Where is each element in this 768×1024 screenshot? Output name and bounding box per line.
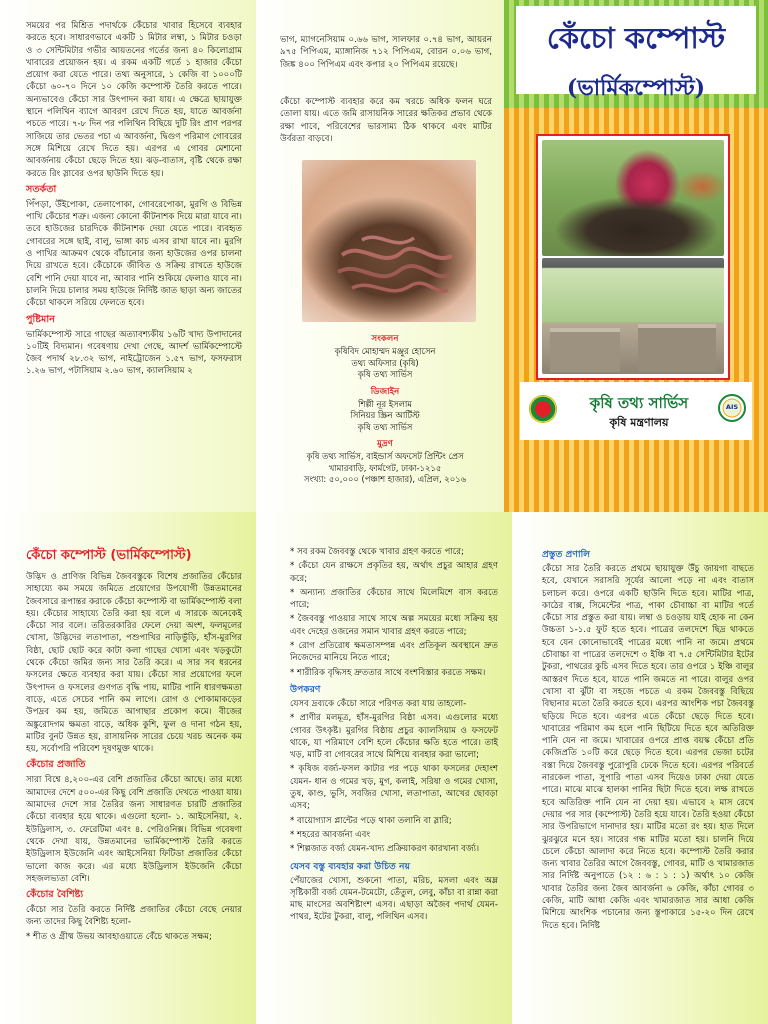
ais-logo-text: AIS (725, 403, 739, 411)
bangladesh-emblem-icon (528, 394, 558, 424)
heading-avoid: যেসব বস্তু ব্যবহার করা উচিত নয় (290, 860, 411, 872)
feature-bullet-2: * সব রকম জৈববস্তু থেকে খাবার গ্রহণ করতে পারে; (290, 547, 464, 557)
heading-compile: সংকলন (371, 334, 399, 344)
paragraph-intro: উদ্ভিদ ও প্রাণিজ বিভিন্ন জৈববস্তুকে বিশেষ প্রজাতির কেঁচোর সাহায্যে কম সময়ে জমিতে প্রয়োগের উপযোগী উন্নতমানের জৈবসারে রূপান্তর করাকে কেঁচো কম্পোস্ট বা ভার্মিকম্পোস্ট বলা হয়। কেঁচোর সাহায্যে তৈরি করা হয় বলে এ সারকে অনেকেই কেঁচো সার বলে। তরিতরকারির ফেলে দেয়া অংশ, ফলমূলের খোসা, উদ্ভিদের লতাপাতা, পশুপাখির নাড়িভুঁড়ি, হাঁস-মুরগির বিষ্ঠা, ছোট ছোট করে কাটা কলা গাছের খোসা এবং খড়কুটো থেকে কেঁচো জমির জন্য সার তৈরি করে। এ সার সব ধরনের ফসলের ক্ষেতে ব্যবহার করা যায়। কেঁচো সার প্রয়োগের ফলে উৎপাদন ও ফসলের গুণগত বৃদ্ধি পায়, মাটির পানি ধারণক্ষমতা বাড়ে, এতে সেচের পানি কম লাগে। রোগ ও পোকামাকড়ের উপদ্রব কম হয়, জমিতে আগাছার প্রকোপ কমে। বীজের অঙ্কুরোদগম ক্ষমতা বাড়ে, অধিক কুশি, ফুল ও দানা গঠন হয়, মাটির বুনট উন্নত হয়, রাসায়নিক সারের চেয়ে খরচ অনেক কম হয়, সর্বোপরি পরিবেশ দূষণমুক্ত থাকে। (26, 572, 242, 755)
woman-compost-pot-photo (542, 140, 724, 256)
ministry-name: কৃষি মন্ত্রণালয় (609, 416, 669, 429)
earthworm-hand-photo (302, 160, 476, 322)
heading-materials: উপকরণ (290, 683, 321, 695)
heading-vermicompost: কেঁচো কম্পোস্ট (ভার্মিকম্পোস্ট) (26, 548, 192, 563)
feature-bullet-1: * শীত ও গ্রীষ্ম উভয় আবহাওয়াতে বেঁচে থাকতে সক্ষম; (26, 931, 212, 942)
feature-bullet-6: * রোগ প্রতিরোধ ক্ষমতাসম্পন্ন এবং প্রতিকূল অবস্থানে দ্রুত নিজেদের মানিয়ে নিতে পারে; (290, 641, 498, 664)
heading-preparation: প্রস্তুত প্রণালি (542, 549, 591, 560)
panel-top-left (0, 0, 256, 512)
feature-bullet-7: * শারীরিক বৃদ্ধিসহ দ্রুততার সাথে বংশবিস্তার করতে সক্ষম। (290, 667, 486, 678)
material-bullet-1: * প্রাণীর মলমূত্র, হাঁস-মুরগির বিষ্ঠা এসব। এগুলোর মধ্যে গোবর উৎকৃষ্ট। মুরগির বিষ্ঠায় প্রচুর ক্যালসিয়াম ও ফসফেট থাকে, যা পরিমাণে বেশি হলে কেঁচোর ক্ষতি হতে পারে। তাই খড়, মাটি বা গোবরের সাথে মিশিয়ে ব্যবহার করা ভালো; (290, 713, 498, 761)
material-bullet-3: * বায়োগ্যাস প্লান্টের পড়ে থাকা তলানি বা স্লারি; (290, 815, 452, 826)
heading-nutrition: পুষ্টিমান (26, 313, 55, 325)
material-bullet-5: * শিল্পজাত বর্জ্য যেমন-খাদ্য প্রক্রিয়াকরণ কারখানা বর্জ্য। (290, 844, 480, 855)
paragraph-nutrition-cont: ভাগ, ম্যাগনেসিয়াম ০.৬৬ ভাগ, সালফার ০.৭৪ ভাগ, আয়রন ৯৭৫ পিপিএম, ম্যাঙ্গানিজ ৭১২ পিপিএম, বোরন ০.০৬ ভাগ, জিঙ্ক ৪০০ পিপিএম এবং কপার ২০ পিপিএম রয়েছে। (280, 35, 492, 70)
panel-top-middle (256, 0, 504, 512)
credit-design-2: সিনিয়র স্ক্রিন আর্টিস্ট (350, 410, 420, 420)
heading-print: মুদ্রণ (377, 439, 393, 449)
cover-panel (504, 0, 768, 512)
tank-1 (550, 328, 620, 372)
paragraph-nutrition: ভার্মিকম্পোস্ট সারে গাছের অত্যাবশ্যকীয় ১৬টি খাদ্য উপাদানের ১০টিই বিদ্যমান। গবেষণায় দেখা গেছে, আদর্শ ভার্মিকম্পোস্টে জৈব পদার্থ ২৮.৩২ ভাগ, নাইট্রোজেন ১.৫৭ ভাগ, ফসফরাস ১.২৬ ভাগ, পটাসিয়াম ২.৬০ ভাগ, ক্যালসিয়াম ২ (26, 329, 242, 377)
feature-bullet-4: * অন্যান্য প্রজাতির কেঁচোর সাথে মিলেমিশে বাস করতে পারে; (290, 587, 498, 611)
org-box (520, 382, 752, 440)
panel-bottom-middle (256, 512, 512, 1024)
heading-species: কেঁচোর প্রজাতি (26, 759, 86, 771)
paragraph-caution: পিঁপড়া, উঁইপোকা, তেলাপোকা, গোবরেপোকা, মুরগি ও বিভিন্ন পাখি কেঁচোর শত্রু। এজন্য কোনো কীটনাশক দিয়ে মারা যাবে না। তবে হাউজের চারদিকে কীটনাশক দেয়া যেতে পারে। ব্যবহৃত গোবরের সঙ্গে ছাই, বালু, ভাঙ্গা কাচ এসব রাখা যাবে না। মুরগি ও পাখির আক্রমণ থেকে বাঁচানোর জন্য হাউজের ওপর চালনা দিয়ে রাখতে হবে। কেঁচোকে জীবিত ও সক্রিয় রাখতে হাউজে বেশি পানি দেয়া যাবে না, আবার পানি শুকিয়ে ফেলাও যাবে না। চালনি দিয়ে চালার সময় হাউজে নির্দিষ্ট জাত ছাড়া অন্য জাতের কেঁচো থাকলে সরিয়ে ফেলতে হবে। (26, 199, 242, 309)
compost-shed-tanks-photo (542, 258, 724, 374)
heading-caution: সতর্কতা (26, 183, 57, 195)
paragraph-materials: যেসব দ্রব্যকে কেঁচো সারে পরিণত করা যায় তাহলো- (290, 698, 467, 709)
material-bullet-2: * কৃষিজ বর্জ্য-ফসল কাটার পর পড়ে থাকা ফসলের দেহাংশ যেমন- ধান ও গমের খড়, মুগ, কলাই, সরিষা ও গমের খোসা, তুষ, কাণ্ড, ভুসি, সবজির খোসা, লতাপাতা, আখের ছোবড়া এসব; (290, 764, 498, 812)
credit-print-2: খামারবাড়ি, ফার্মগেট, ঢাকা-১২১৫ (328, 462, 442, 473)
credit-compile-2: তথ্য অফিসার (কৃষি) (351, 357, 419, 368)
cover-title-box (516, 6, 756, 101)
paragraph-features: কেঁচো সার তৈরি করতে নির্দিষ্ট প্রজাতির কেঁচো বেছে নেয়ার জন্য তাদের কিছু বৈশিষ্ট্য হলো- (26, 905, 242, 928)
paragraph-preparation: কেঁচো সার তৈরি করতে প্রথমে ছায়াযুক্ত উঁচু জায়গা বাছতে হবে, যেখানে সরাসরি সূর্যের আলো পড়ে না এবং বাতাস চলাচল করে। ওপরে একটি ছাউনি দিতে হবে। মাটির পাত্র, কাঠের বাক্স, সিমেন্টের পাত্র, পাকা চৌবাচ্চা বা মাটির গর্তে কেঁচো সার প্রস্তুত করা যায়। লম্বা ও চওড়ায় যাই হোক না কেন উচ্চতা ১-১.৫ ফুট হতে হবে। পাত্রের তলদেশে ছিদ্র থাকতে হবে যেন কোনোভাবেই পাত্রের মধ্যে পানি না জমে। প্রথমে চৌবাচ্চা বা পাত্রের তলদেশে ৩ ইঞ্চি বা ৭.৫ সেন্টিমিটার ইটের টুকরা, পাথরের কুচি এসব দিতে হবে। তার ওপরে ১ ইঞ্চি বালুর আস্তরণ দিতে হবে, যাতে পানি জমতে না পারে। বালুর ওপর খোসা বা ঝুঁটা বা সহজে পচতে এ রকম জৈববস্তু বিছিয়ে বিছানার মতো তৈরি করতে হবে। এরপর আংশিক পচা জৈববস্তু ছড়িয়ে দিতে হবে। এরপর এতে কেঁচো ছেড়ে দিতে হবে। খাবারের পরিমাণ কম হলে পানি ছিটিয়ে দিতে হবে অতিরিক্ত পানি যেন না জমে। খাবারের ওপরে প্রাপ্ত বয়স্ক কেঁচো প্রতি কেজিপ্রতি ১০টি করে ছেড়ে দিতে হবে। এরপর ভেজা চটের বস্তা দিয়ে জৈববস্তু পুরোপুরি ঢেকে দিতে হবে। এরপর পরিবর্তে নারকেল পাতা, সুপারি পাতা এসব দিয়েও ঢাকা দেয়া যেতে পারে। মাঝে মাঝে হালকা পানির ছিটা দিতে হবে। লক্ষ রাখতে হবে অতিরিক্ত পানি যেন না দেয়া হয়। এভাবে ২ মাস রেখে দেয়ার পর সার (কম্পোস্ট) তৈরি হয়ে যাবে। তৈরি হওয়া কেঁচো সার উপরিভাগে দানাদার হয়। মাটির মতো রং হয়। হাত দিলে ঝুরঝুরে মনে হয়। সারের গন্ধ মাটির মতো হয়। চালনি দিয়ে চেলে কেঁচো আলাদা করে নিতে হবে। কম্পোস্ট তৈরি করার জন্য খাবার তৈরির আগে জৈববস্তু, গোবর, মাটি ও খামারজাত সার নির্দিষ্ট অনুপাতে (১২ : ৬ : ১ : ১) অর্থাৎ ১০ কেজি খাবার তৈরির জন্য জৈব আবর্জনা ৬ কেজি, কাঁচা গোবর ৩ কেজি, মাটি আধা কেজি এবং খামারজাত সার আধা কেজি মিশিয়ে আংশিক পচানোর জন্য স্তূপাকারে ১৫-২০ দিন রেখে দিতে হবে। নির্দিষ্ট (542, 564, 754, 931)
credits-block (274, 328, 496, 486)
paragraph-species: সারা বিশ্বে ৪,২০০-এর বেশি প্রজাতির কেঁচো আছে। তার মধ্যে আমাদের দেশে ৫০০-এর কিছু বেশি প্রজাতি দেখতে পাওয়া যায়। আমাদের দেশে সার তৈরির জন্য সাধারণত চারটি প্রজাতির কেঁচো ব্যবহার হয়ে থাকে। এগুলো হলো- ১. আইসেনিয়া, ২. ইউড্রিলাস, ৩. ফেরেটিমা এবং ৪. পেরিওনিক্স। বিভিন্ন গবেষণা থেকে দেখা যায়, উন্নতমানের ভার্মিকম্পোস্ট তৈরি করতে ইউড্রিলাস ইউজেনি এবং আইসেনিয়া ফিটিডা প্রজাতির কেঁচো ভালো কাজ করে। এর মধ্যে ইউড্রিলাস ইউজেনি কেঁচো সহজলভ্যতা বেশি। (26, 775, 242, 884)
credit-print-1: কৃষি তথ্য সার্ভিস, বাইন্ডার্স অফসেট প্রিন্টিং প্রেস (306, 451, 464, 461)
cover-photo-frame (536, 134, 730, 380)
paragraph-avoid: পেঁয়াজের খোসা, শুকনো পাতা, মরিচ, মসলা এবং অম্ল সৃষ্টিকারী বর্জ্য যেমন-টমেটো, তেঁতুল, লেবু, কাঁচা বা রান্না করা মাছ মাংসের অবশিষ্টাংশ এসব। এছাড়া অজৈব পদার্থ যেমন-পাথর, ইটের টুকরা, বালু, পলিথিন এসব। (290, 875, 498, 923)
credit-design-3: কৃষি তথ্য সার্ভিস (357, 421, 413, 432)
heading-features: কেঁচোর বৈশিষ্ট্য (26, 889, 84, 901)
credit-design-1: শিল্পী নূর ইসলাম (358, 398, 412, 409)
panel-bottom-right (512, 512, 768, 1024)
credit-compile-1: কৃষিবিদ মোহাম্মদ মঞ্জুর হোসেন (334, 346, 436, 356)
tank-2 (638, 324, 716, 372)
feature-bullet-3: * কেঁচো যেন রাক্ষসে প্রকৃতির হয়, অর্থাৎ প্রচুর আহার গ্রহণ করে; (290, 561, 498, 584)
material-bullet-4: * শহরের আবর্জনা এবং (290, 829, 371, 840)
credit-print-3: সংখ্যা: ৫০,০০০ (পঞ্চাশ হাজার), এপ্রিল, ২০১৬ (303, 474, 467, 484)
cover-subtitle: (ভার্মিকম্পোস্ট) (566, 75, 706, 101)
panel-bottom-left (0, 512, 256, 1024)
paragraph-benefit: কেঁচো কম্পোস্ট ব্যবহার করে কম খরচে অধিক ফলন ঘরে তোলা যায়। এতে জমি রাসায়নিক সারের ক্ষতিকর প্রভাব থেকে রক্ষা পাবে, পরিবেশের ভারসাম্য ঠিক থাকবে এবং মাটির উর্বরতা বাড়বে। (280, 97, 492, 144)
feature-bullet-5: * জৈববস্তু পাওয়ার সাথে সাথে অল্প সময়ের মধ্যে সক্রিয় হয় এবং দেহের ওজনের সমান খাবার গ্রহণ করতে পারে; (290, 614, 498, 637)
credit-compile-3: কৃষি তথ্য সার্ভিস (357, 369, 413, 379)
earthworm-icon (302, 160, 476, 322)
org-name: কৃষি তথ্য সার্ভিস (589, 394, 689, 412)
heading-design: ডিজাইন (370, 386, 400, 397)
cover-title: কেঁচো কম্পোস্ট (546, 21, 726, 55)
paragraph-compost-method: সময়ের পর মিশ্রিত পদার্থকে কেঁচোর খাবার হিসেবে ব্যবহার করতে হবে। সাধারণভাবে একটি ১ মিটার লম্বা, ১ মিটার চওড়া ও ৩ সেন্টিমিটার গভীর আয়তনের গর্তের জন্য ৪০ কিলোগ্রাম খাবারের প্রয়োজন হয়। এ রকম একটি গর্তে ১ হাজার কেঁচো প্রয়োগ করা যেতে পারে। তথ্য অনুসারে, ১ কেজি বা ১০০০টি কেঁচো ৬০-৭০ দিনে ১০ কেজি কম্পোস্ট তৈরি করতে পারে। অন্যভাবেও কেঁচো সার উৎপাদন করা যায়। এ ক্ষেত্রে ছায়াযুক্ত স্থানে পলিথিন ব্যাগে আবরণ রেখে দিতে হয়, যাতে আবর্জনা পচতে পারে। ৭-৮ দিন পর পলিথিন বিছিয়ে দুটি রিং প্রাণ পরপর সাজিয়ে তার ভেতর পচা এ আবর্জনা, দ্বিগুণ পরিমাণ গোবরের সঙ্গে মিশিয়ে রেখে দিতে হয়। এরপর এ গোবর মেশানো আবর্জনায় কেঁচো ছেড়ে দিতে হয়। ঝড়-বাতাস, বৃষ্টি থেকে রক্ষা করতে রিং স্লাবের ওপর ছাউনি দিতে হয়। (26, 21, 242, 179)
